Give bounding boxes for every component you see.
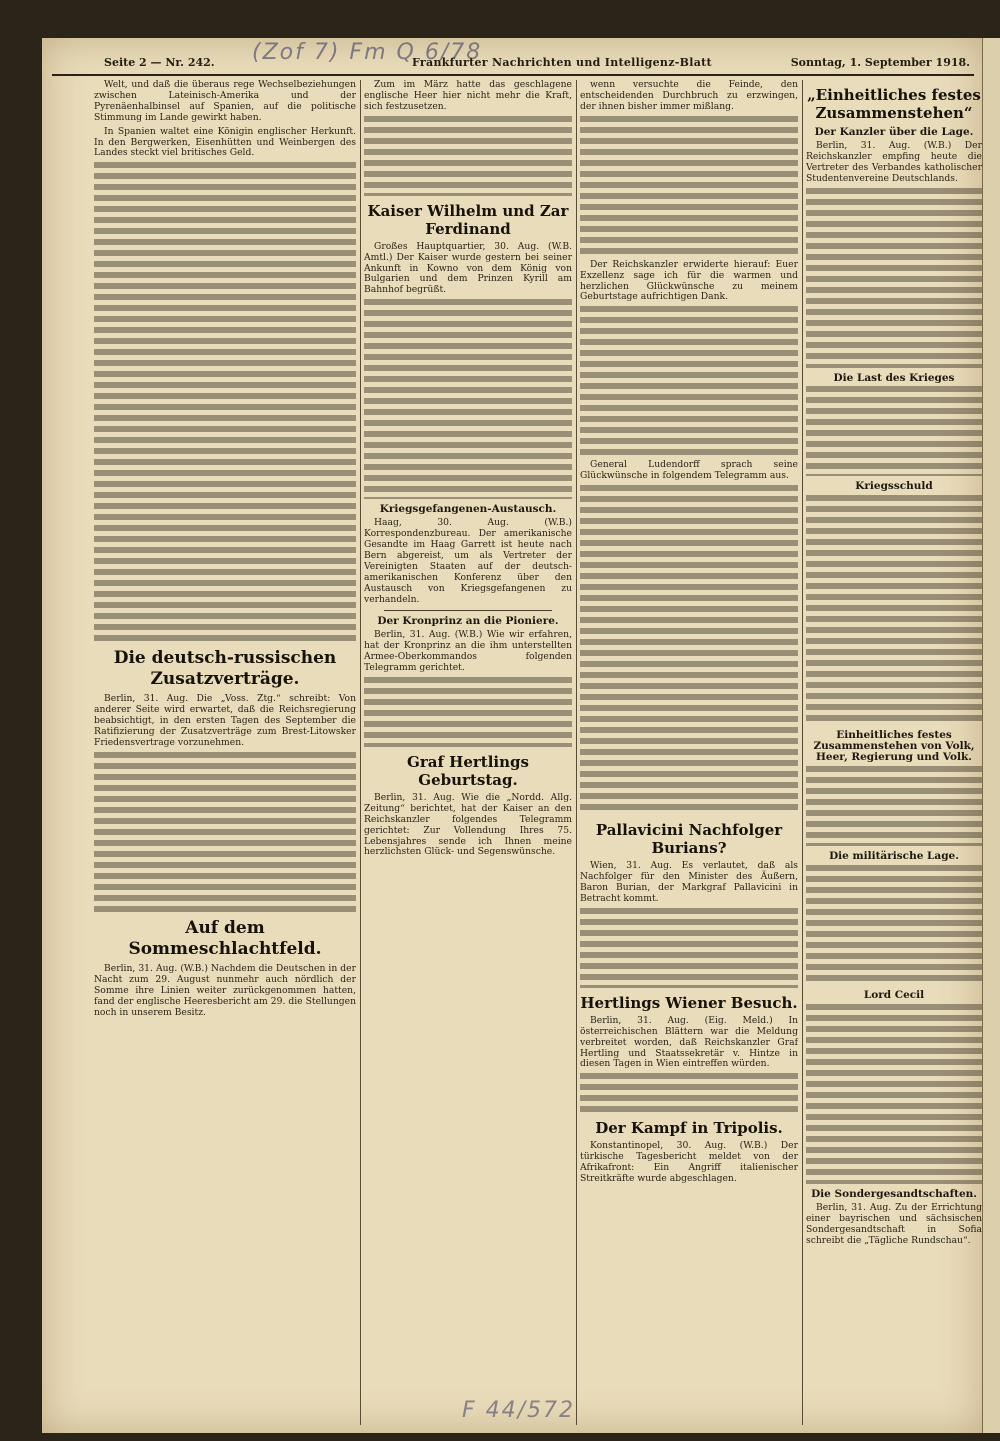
pencil-annotation-top: (Zof 7) Fm Q 6/78 xyxy=(252,40,483,65)
subheadline: Lord Cecil xyxy=(863,988,925,1001)
pencil-annotation-bottom: F 44/572 xyxy=(462,1398,576,1423)
article-text: Berlin, 31. Aug. Die „Voss. Ztg.“ schreibt: Von anderer Seite wird erwartet, daß die Reichsregierung beabsichtigt, in den ersten Tagen des September die Ratifizierung der Zusatzverträge zum Brest-Litowsker Friedensvertrage vorzunehmen. xyxy=(94,693,356,748)
body-text-block xyxy=(364,677,572,747)
page-header xyxy=(52,52,974,76)
body-text-block xyxy=(806,1004,982,1184)
issue-date: Sonntag, 1. September 1918. xyxy=(790,56,970,69)
headline-hertling-birthday: Graf Hertlings Geburtstag. xyxy=(407,752,529,789)
subheadline: Einheitliches festes Zusammenstehen von Volk, Heer, Regierung und Volk. xyxy=(813,729,975,764)
subheadline: Die militärische Lage. xyxy=(829,850,959,863)
column-rule xyxy=(360,80,361,1425)
body-text-block xyxy=(580,485,798,815)
body-text-block xyxy=(806,495,982,725)
body-text-block xyxy=(94,162,356,642)
newspaper-page xyxy=(42,38,982,1433)
body-text-block xyxy=(364,116,572,196)
body-text-block xyxy=(580,306,798,456)
body-text-block xyxy=(94,752,356,912)
body-text-block xyxy=(806,188,982,368)
article-text: Der Reichskanzler erwiderte hierauf: Euer Exzellenz sage ich für die warmen und herzlichen Glückwünsche zu meinem Geburtstage aufrichtigen Dank. xyxy=(580,258,798,303)
body-text-block xyxy=(580,908,798,988)
subheadline: Der Kanzler über die Lage. xyxy=(814,126,974,138)
body-text-block xyxy=(806,386,982,476)
headline-pallavicini: Pallavicini Nachfolger Burians? xyxy=(595,821,783,858)
article-text: Welt, und daß die überaus rege Wechselbeziehungen zwischen Lateinisch-Amerika und der Pyrenäenhalbinsel auf Spanien, auf die politische Stimmung im Lande gewirkt haben. xyxy=(94,80,356,123)
subheadline: Die Last des Krieges xyxy=(833,371,955,384)
column-rule xyxy=(802,80,803,1425)
headline-kaiser-zar: Kaiser Wilhelm und Zar Ferdinand xyxy=(367,201,569,238)
article-text: Wien, 31. Aug. Es verlautet, daß als Nachfolger für den Minister des Äußern, Baron Burian, der Markgraf Pallavicini in Betracht kommt. xyxy=(580,860,798,904)
article-text: Berlin, 31. Aug. (W.B.) Wie wir erfahren, hat der Kronprinz an die ihm unterstellten Armee-Oberkommandos folgenden Telegramm gerichtet. xyxy=(364,629,572,674)
body-text-block xyxy=(364,299,572,499)
body-text-block xyxy=(806,766,982,846)
article-text: General Ludendorff sprach seine Glückwünsche in folgendem Telegramm aus. xyxy=(580,459,798,482)
body-text-block xyxy=(806,865,982,985)
adjacent-page-edge xyxy=(982,38,1000,1433)
article-text: wenn versuchte die Feinde, den entscheidenden Durchbruch zu erzwingen, der ihnen bisher immer mißlang. xyxy=(580,80,798,112)
subheadline: Kriegsschuld xyxy=(855,480,933,493)
column-4 xyxy=(806,80,982,1425)
article-text: Großes Hauptquartier, 30. Aug. (W.B. Amtl.) Der Kaiser wurde gestern bei seiner Ankunft in Kowno von dem König von Bulgarien und dem Prinzen Kyrill am Bahnhof begrüßt. xyxy=(364,240,572,296)
divider xyxy=(384,610,552,611)
headline-hertling-vienna: Hertlings Wiener Besuch. xyxy=(580,993,798,1012)
headline-zusammenstehen: „Einheitliches festes Zusammenstehen“ xyxy=(807,86,981,122)
headline-tripolis: Der Kampf in Tripolis. xyxy=(595,1119,783,1138)
body-text-block xyxy=(580,116,798,256)
newspaper-title: Frankfurter Nachrichten und Intelligenz-Blatt xyxy=(412,56,712,69)
column-1 xyxy=(94,80,356,1425)
article-text: Berlin, 31. Aug. Wie die „Nordd. Allg. Zeitung“ berichtet, hat der Kaiser an den Reichskanzler folgendes Telegramm gerichtet: Zur Vollendung Ihres 75. Lebensjahres sende ich Ihnen meine herzlichsten Glück- und Segenswünsche. xyxy=(364,791,572,858)
column-2 xyxy=(364,80,572,1425)
body-text-block xyxy=(580,1073,798,1113)
article-text: Haag, 30. Aug. (W.B.) Korrespondenzbureau. Der amerikanische Gesandte im Haag Garrett ist heute nach Bern abgereist, um als Vertreter der Vereinigten Staaten auf der deutsch-amerikanischen Konferenz über den Austausch von Kriegsgefangenen zu verhandeln. xyxy=(364,517,572,605)
article-text: Berlin, 31. Aug. (W.B.) Der Reichskanzler empfing heute die Vertreter des Verbandes katholischer Studentenvereine Deutschlands. xyxy=(806,139,982,184)
page-number: Seite 2 — Nr. 242. xyxy=(104,56,215,69)
article-text: Konstantinopel, 30. Aug. (W.B.) Der türkische Tagesbericht meldet von der Afrikafront: Ein Angriff italienischer Streitkräfte wurde abgeschlagen. xyxy=(580,1140,798,1185)
article-text: Berlin, 31. Aug. (W.B.) Nachdem die Deutschen in der Nacht zum 29. August nunmehr auch nördlich der Somme ihre Linien weiter zurückgenommen hatten, fand der englische Heeresbericht am 29. die Stellungen noch in unserem Besitz. xyxy=(94,962,356,1018)
subheadline: Kriegsgefangenen-Austausch. xyxy=(379,503,557,516)
subheadline: Die Sondergesandtschaften. xyxy=(811,1187,977,1200)
subheadline: Der Kronprinz an die Pioniere. xyxy=(377,615,559,628)
headline-russian-treaties: Die deutsch-russischen Zusatzverträge. xyxy=(113,648,337,690)
article-text: Zum im März hatte das geschlagene englische Heer hier nicht mehr die Kraft, sich festzusetzen. xyxy=(364,80,572,112)
article-text: Berlin, 31. Aug. Zu der Errichtung einer bayrischen und sächsischen Sondergesandtschaft in Sofia schreibt die „Tägliche Rundschau“. xyxy=(806,1201,982,1246)
headline-somme: Auf dem Sommeschlachtfeld. xyxy=(128,917,322,959)
column-3 xyxy=(580,80,798,1425)
article-text: In Spanien waltet eine Königin englischer Herkunft. In den Bergwerken, Eisenhütten und Weinbergen des Landes steckt viel britisches Geld. xyxy=(94,125,356,159)
column-rule xyxy=(576,80,577,1425)
article-text: Berlin, 31. Aug. (Eig. Meld.) In österreichischen Blättern war die Meldung verbreitet worden, daß Reichskanzler Graf Hertling und Staatssekretär v. Hintze in diesen Tagen in Wien eintreffen würden. xyxy=(580,1014,798,1070)
